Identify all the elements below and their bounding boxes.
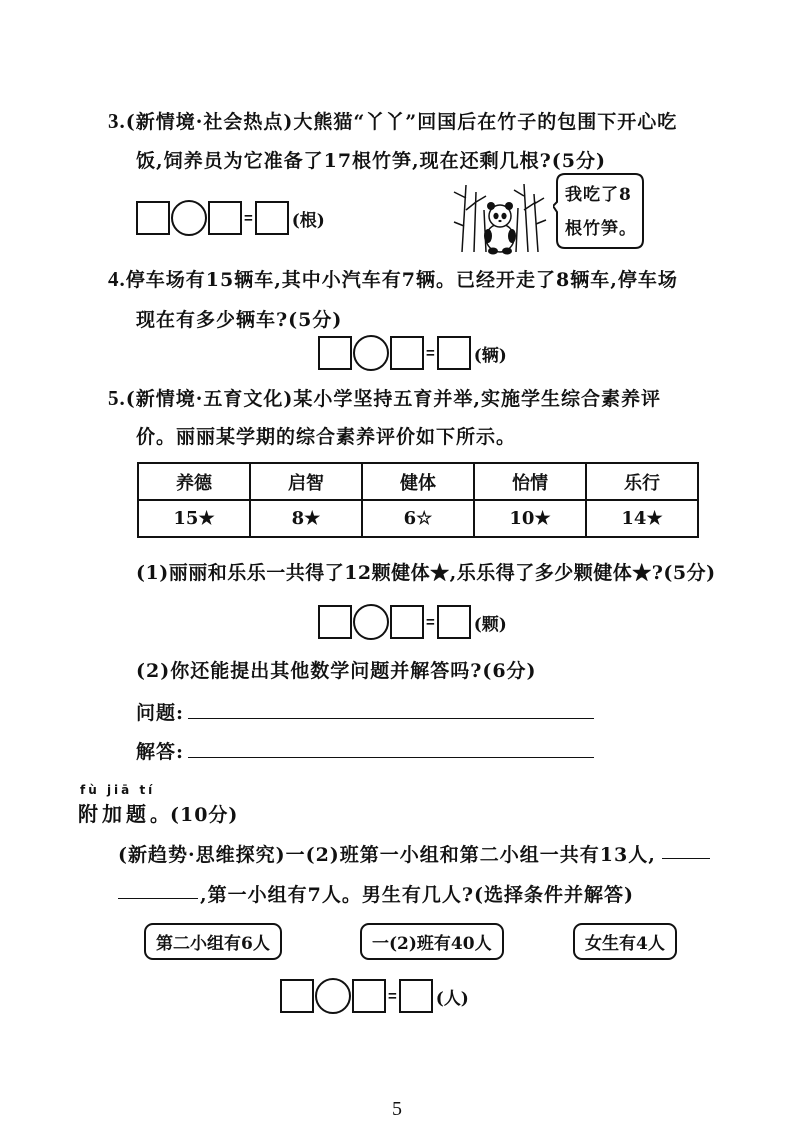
option-girls-4[interactable]: 女生有4人 <box>573 923 677 960</box>
q5-line2: 价。丽丽某学期的综合素养评价如下所示。 <box>136 426 517 448</box>
condition-blank-2[interactable] <box>118 898 198 899</box>
operator-circle[interactable] <box>353 335 389 371</box>
q4-unit: (辆) <box>473 345 507 366</box>
answer-box[interactable] <box>390 605 424 639</box>
q3-equation <box>136 200 325 236</box>
q4-equation <box>318 335 507 371</box>
table-value-row <box>138 500 698 537</box>
q3-unit: (根) <box>291 210 325 231</box>
answer-box[interactable] <box>255 201 289 235</box>
bonus-points: 。(10分) <box>150 804 239 826</box>
equals-sign: = <box>388 987 397 1005</box>
answer-box[interactable] <box>437 336 471 370</box>
q4-line2: 现在有多少辆车?(5分) <box>136 309 343 331</box>
q4-number: 4. <box>108 267 126 291</box>
condition-blank-1[interactable] <box>662 858 710 859</box>
option-second-group-6[interactable]: 第二小组有6人 <box>144 923 282 960</box>
q3-number: 3. <box>108 109 126 133</box>
bonus-unit: (人) <box>435 988 469 1009</box>
table-header-cell: 养德 <box>138 463 250 500</box>
q5-part1: (1)丽丽和乐乐一共得了12颗健体★,乐乐得了多少颗健体★?(5分) <box>136 562 716 584</box>
bonus-heading <box>78 798 238 827</box>
table-value-cell: 15★ <box>138 500 250 537</box>
q5-part2: (2)你还能提出其他数学问题并解答吗?(6分) <box>136 660 537 682</box>
table-value-cell: 14★ <box>586 500 698 537</box>
table-header-cell: 乐行 <box>586 463 698 500</box>
speech-bubble <box>553 172 645 250</box>
equals-sign: = <box>426 613 435 631</box>
q3-text-line1: (新情境·社会热点)大熊猫“丫丫”回国后在竹子的包围下开心吃 <box>125 111 678 133</box>
speech-line2: 根竹笋。 <box>565 219 637 239</box>
q4-line1 <box>108 265 678 292</box>
bonus-title: 附加题 <box>78 802 150 826</box>
table-header-cell: 健体 <box>362 463 474 500</box>
answer-box[interactable] <box>437 605 471 639</box>
q5-equation <box>318 604 507 640</box>
table-value-cell: 10★ <box>474 500 586 537</box>
answer-box[interactable] <box>280 979 314 1013</box>
answer-box[interactable] <box>352 979 386 1013</box>
bonus-equation <box>280 978 469 1014</box>
table-value-cell: 8★ <box>250 500 362 537</box>
question-answer-line[interactable] <box>188 718 594 719</box>
answer-box[interactable] <box>318 336 352 370</box>
answer-box[interactable] <box>136 201 170 235</box>
q5-number: 5. <box>108 386 126 410</box>
answer-box[interactable] <box>318 605 352 639</box>
option-class-40[interactable]: 一(2)班有40人 <box>360 923 504 960</box>
panda-bamboo-icon <box>450 180 550 255</box>
answer-box[interactable] <box>399 979 433 1013</box>
q5-part1-unit: (颗) <box>473 614 507 635</box>
answer-box[interactable] <box>390 336 424 370</box>
bonus-line2: ,第一小组有7人。男生有几人?(选择条件并解答) <box>200 884 634 906</box>
operator-circle[interactable] <box>353 604 389 640</box>
q5-line1 <box>108 384 661 411</box>
equals-sign: = <box>244 209 253 227</box>
table-value-cell: 6☆ <box>362 500 474 537</box>
q5-text-line1: (新情境·五育文化)某小学坚持五育并举,实施学生综合素养评 <box>125 388 661 410</box>
speech-line1: 我吃了8 <box>565 185 632 205</box>
answer-line[interactable] <box>188 757 594 758</box>
answer-label: 解答: <box>136 741 185 763</box>
operator-circle[interactable] <box>315 978 351 1014</box>
table-header-cell: 怡情 <box>474 463 586 500</box>
table-header-row <box>138 463 698 500</box>
answer-box[interactable] <box>208 201 242 235</box>
q3-line2: 饭,饲养员为它准备了17根竹笋,现在还剩几根?(5分) <box>136 150 607 172</box>
evaluation-table <box>137 462 699 538</box>
bonus-pinyin: fù jiā tí <box>80 783 156 797</box>
page-number: 5 <box>392 1098 402 1120</box>
table-header-cell: 启智 <box>250 463 362 500</box>
q3-line1 <box>108 107 677 134</box>
operator-circle[interactable] <box>171 200 207 236</box>
bonus-line1: (新趋势·思维探究)一(2)班第一小组和第二小组一共有13人, <box>118 844 656 866</box>
q4-text-line1: 停车场有15辆车,其中小汽车有7辆。已经开走了8辆车,停车场 <box>125 269 678 291</box>
equals-sign: = <box>426 344 435 362</box>
question-label: 问题: <box>136 702 185 724</box>
